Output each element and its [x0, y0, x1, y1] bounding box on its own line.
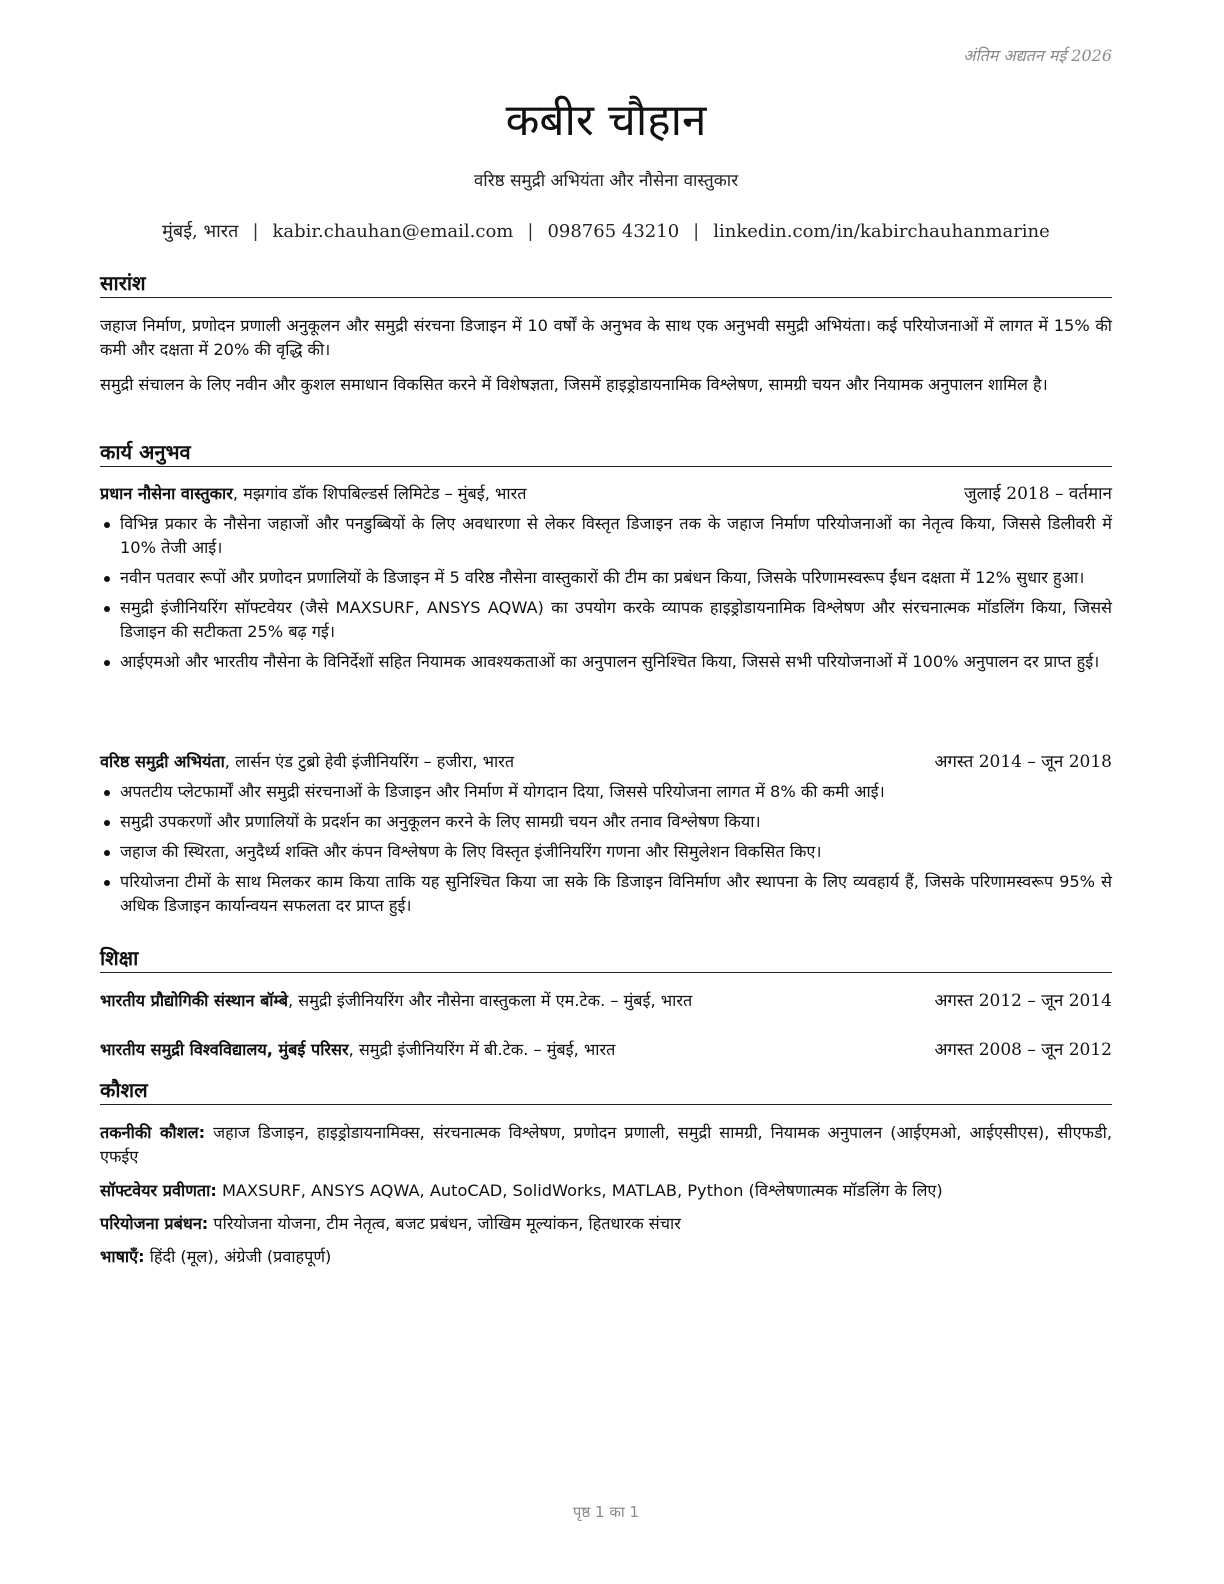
education-entry: [100, 989, 1112, 1013]
contact-line: [100, 219, 1112, 243]
skill-row: [100, 1179, 1112, 1203]
skill-value: हिंदी (मूल), अंग्रेजी (प्रवाहपूर्ण): [144, 1247, 332, 1266]
skill-label: सॉफ्टवेयर प्रवीणता:: [100, 1181, 217, 1200]
job-dates: जुलाई 2018 – वर्तमान: [963, 484, 1112, 504]
skill-value: परियोजना योजना, टीम नेतृत्व, बजट प्रबंधन, जोखिम मूल्यांकन, हितधारक संचार: [208, 1214, 681, 1233]
list-item: समुद्री इंजीनियरिंग सॉफ्टवेयर (जैसे MAXSURF, ANSYS AQWA) का उपयोग करके व्यापक हाइड्रोडायनामिक विश्लेषण और संरचनात्मक मॉडलिंग किया, जिससे डिजाइन की सटीकता 25% बढ़ गई।: [100, 596, 1112, 644]
section-title-summary: सारांश: [100, 270, 1112, 298]
skill-row: [100, 1245, 1112, 1269]
contact-separator: |: [693, 221, 700, 242]
skill-row: [100, 1212, 1112, 1236]
job-heading: [100, 482, 1112, 506]
section-title-experience: कार्य अनुभव: [100, 439, 1112, 467]
page-number: पृष्ठ 1 का 1: [572, 1503, 640, 1521]
candidate-name: कबीर चौहान: [505, 95, 707, 146]
job-role: वरिष्ठ समुद्री अभियंता: [100, 752, 225, 771]
tagline: वरिष्ठ समुद्री अभियंता और नौसेना वास्तुकार: [473, 171, 739, 191]
education-dates: अगस्त 2008 – जून 2012: [934, 1040, 1112, 1060]
job-role: प्रधान नौसेना वास्तुकार: [100, 484, 233, 503]
school-name: भारतीय प्रौद्योगिकी संस्थान बॉम्बे: [100, 991, 289, 1010]
contact-phone[interactable]: 098765 43210: [547, 221, 680, 242]
job-bullets: [100, 780, 1112, 924]
resume-page: [100, 0, 1112, 1584]
contact-separator: |: [527, 221, 534, 242]
skill-value: MAXSURF, ANSYS AQWA, AutoCAD, SolidWorks, MATLAB, Python (विश्लेषणात्मक मॉडलिंग के लिए): [216, 1181, 943, 1200]
summary-paragraph: समुद्री संचालन के लिए नवीन और कुशल समाधान विकसित करने में विशेषज्ञता, जिसमें हाइड्रोडायनामिक विश्लेषण, सामग्री चयन और नियामक अनुपालन शामिल है।: [100, 375, 1048, 394]
education-entry: [100, 1038, 1112, 1062]
school-name: भारतीय समुद्री विश्वविद्यालय, मुंबई परिसर: [100, 1040, 349, 1059]
skill-label: भाषाएँ:: [100, 1247, 145, 1266]
section-title-education: शिक्षा: [100, 945, 1112, 973]
degree-detail: , समुद्री इंजीनियरिंग में बी.टेक. – मुंबई, भारत: [348, 1040, 616, 1059]
skill-label: तकनीकी कौशल:: [100, 1123, 206, 1142]
skill-row: [100, 1121, 1112, 1169]
contact-email[interactable]: kabir.chauhan@email.com: [272, 221, 514, 242]
list-item: विभिन्न प्रकार के नौसेना जहाजों और पनडुब्बियों के लिए अवधारणा से लेकर विस्तृत डिजाइन तक के जहाज निर्माण परियोजनाओं का नेतृत्व किया, जिससे डिलीवरी में 10% तेजी आई।: [100, 512, 1112, 560]
list-item: समुद्री उपकरणों और प्रणालियों के प्रदर्शन का अनुकूलन करने के लिए सामग्री चयन और तनाव विश्लेषण किया।: [100, 810, 1112, 834]
contact-linkedin[interactable]: linkedin.com/in/kabirchauhanmarine: [713, 221, 1050, 242]
list-item: नवीन पतवार रूपों और प्रणोदन प्रणालियों के डिजाइन में 5 वरिष्ठ नौसेना वास्तुकारों की टीम का प्रबंधन किया, जिसके परिणामस्वरूप ईंधन दक्षता में 12% सुधार हुआ।: [100, 566, 1112, 590]
contact-location: मुंबई, भारत: [162, 221, 239, 242]
education-dates: अगस्त 2012 – जून 2014: [934, 991, 1112, 1011]
list-item: परियोजना टीमों के साथ मिलकर काम किया ताकि यह सुनिश्चित किया जा सके कि डिजाइन विनिर्माण और स्थापना के लिए व्यवहार्य हैं, जिसके परिणामस्वरूप 95% से अधिक डिजाइन कार्यान्वयन सफलता दर प्राप्त हुई।: [100, 870, 1112, 918]
job-org: , मझगांव डॉक शिपबिल्डर्स लिमिटेड – मुंबई, भारत: [232, 484, 527, 503]
job-org: , लार्सन एंड टुब्रो हेवी इंजीनियरिंग – हजीरा, भारत: [224, 752, 515, 771]
summary-paragraph: जहाज निर्माण, प्रणोदन प्रणाली अनुकूलन और समुद्री संरचना डिजाइन में 10 वर्षों के अनुभव के साथ एक अनुभवी समुद्री अभियंता। कई परियोजनाओं में लागत में 15% की कमी और दक्षता में 20% की वृद्धि की।: [100, 316, 1112, 359]
list-item: जहाज की स्थिरता, अनुदैर्ध्य शक्ति और कंपन विश्लेषण के लिए विस्तृत इंजीनियरिंग गणना और सिमुलेशन विकसित किए।: [100, 840, 1112, 864]
job-heading: [100, 750, 1112, 774]
section-title-skills: कौशल: [100, 1077, 1112, 1105]
last-updated: अंतिम अद्यतन मई 2026: [963, 46, 1112, 65]
list-item: अपतटीय प्लेटफार्मों और समुद्री संरचनाओं के डिजाइन और निर्माण में योगदान दिया, जिससे परियोजना लागत में 8% की कमी आई।: [100, 780, 1112, 804]
contact-separator: |: [252, 221, 259, 242]
degree-detail: , समुद्री इंजीनियरिंग और नौसेना वास्तुकला में एम.टेक. – मुंबई, भारत: [288, 991, 693, 1010]
skill-label: परियोजना प्रबंधन:: [100, 1214, 209, 1233]
list-item: आईएमओ और भारतीय नौसेना के विनिर्देशों सहित नियामक आवश्यकताओं का अनुपालन सुनिश्चित किया, जिससे सभी परियोजनाओं में 100% अनुपालन दर प्राप्त हुई।: [100, 650, 1112, 674]
job-bullets: [100, 512, 1112, 680]
job-dates: अगस्त 2014 – जून 2018: [934, 752, 1112, 772]
skill-value: जहाज डिजाइन, हाइड्रोडायनामिक्स, संरचनात्मक विश्लेषण, प्रणोदन प्रणाली, समुद्री सामग्री, नियामक अनुपालन (आईएमओ, आईएसीएस), सीएफडी, एफईए: [100, 1123, 1112, 1166]
